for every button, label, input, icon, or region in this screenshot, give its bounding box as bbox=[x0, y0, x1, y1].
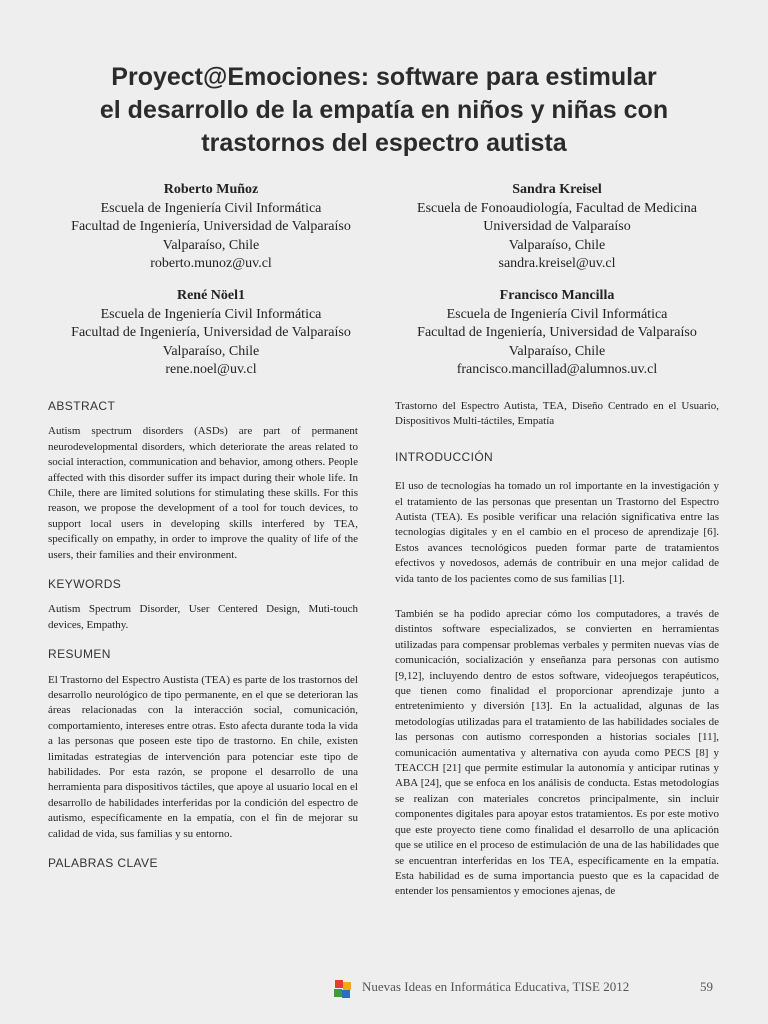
author-location: Valparaíso, Chile bbox=[508, 343, 606, 359]
author-name: Roberto Muñoz bbox=[163, 182, 259, 197]
author-card bbox=[394, 287, 720, 380]
author-location: Valparaíso, Chile bbox=[508, 237, 606, 253]
author-card bbox=[48, 287, 374, 380]
author-block bbox=[48, 181, 720, 393]
right-column bbox=[395, 399, 719, 920]
intro-paragraph: También se ha podido apreciar cómo los computadores, a través de distintos software especializados, se convierten en herramientas utilizadas para compensar problemas verbales y permiten nuevas vías de comunicación, socialización y enseñanza para personas con autismo [9,12], incluyendo dentro de estos software, videojuegos terapéuticos, que tienen como finalidad el proporcionar aprendizaje junto a entretenimiento y diversión [13]. En la actualidad, algunas de las metodologías utilizadas para el tratamiento de las habilidades sociales de las personas con autismo corresponden a historias sociales [11], comunicación aumentativa y alternativa con ayuda como PECS [8] y TEACCH [21] que permite estimular la autonomía y anticipar rutinas y ABA [24], que se enfoca en los análisis de conducta. Estas metodologías se realizan con materiales concretos principalmente, sin incluir componentes digitales para apoyar estos tratamientos. Es por este motivo que este proyecto tiene como finalidad el desarrollo de una aplicación que se utilice en el proceso de estimulación de una de las habilidades que se encuentran interferidas en los TEA, específicamente en la empatía. Esta habilidad es de suma importancia puesto que es la capacidad de entender los pensamientos y emociones ajenas, de bbox=[395, 608, 719, 898]
paper-title bbox=[48, 0, 720, 160]
introduccion-heading: INTRODUCCIÓN bbox=[395, 449, 494, 464]
author-email: roberto.munoz@uv.cl bbox=[150, 256, 272, 272]
palabras-clave-heading: PALABRAS CLAVE bbox=[48, 856, 158, 871]
keywords-text: Autism Spectrum Disorder, User Centered Design, Muti-touch devices, Empathy. bbox=[48, 603, 358, 631]
author-email: rene.noel@uv.cl bbox=[165, 362, 257, 378]
author-affiliation: Facultad de Ingeniería, Universidad de Valparaíso bbox=[417, 325, 697, 341]
resumen-text: El Trastorno del Espectro Austista (TEA) es parte de los trastornos del desarrollo neurológico de tipo permanente, en el que se deterioran las áreas relacionadas con la interacción social, comunicación, comportamiento, intereses entre otras. Esto afecta durante toda la vida a las personas que poseen este tipo de trastorno. En chile, existen limitadas estrategias de intervención para potenciar este tipo de habilidades. Por esta razón, se propone el desarrollo de una herramienta para dispositivos táctiles, que apoye al usuario local en el desarrollo de habilidades interferidas por la condición del espectro de autismo, específicamente en la empatía, con el fin de mejorar su calidad de vida, sus familias y su entorno. bbox=[48, 673, 358, 840]
author-email: francisco.mancillad@alumnos.uv.cl bbox=[456, 362, 658, 378]
page-number: 59 bbox=[700, 979, 713, 994]
author-affiliation: Escuela de Ingeniería Civil Informática bbox=[446, 306, 668, 322]
author-affiliation: Facultad de Ingeniería, Universidad de Valparaíso bbox=[71, 325, 351, 341]
page-footer bbox=[0, 976, 768, 1000]
title-line: Proyect@Emociones: software para estimular bbox=[111, 63, 657, 91]
author-card bbox=[48, 181, 374, 274]
author-location: Valparaíso, Chile bbox=[162, 343, 260, 359]
colored-cubes-logo-icon bbox=[333, 979, 353, 999]
author-affiliation: Universidad de Valparaíso bbox=[483, 219, 631, 235]
author-card bbox=[394, 181, 720, 274]
title-line: el desarrollo de la empatía en niños y niñas con bbox=[99, 96, 669, 124]
body-columns bbox=[48, 399, 720, 920]
abstract-heading: ABSTRACT bbox=[48, 398, 116, 413]
author-name: Francisco Mancilla bbox=[499, 287, 615, 303]
journal-name: Nuevas Ideas en Informática Educativa, TISE 2012 bbox=[362, 979, 630, 994]
author-affiliation: Facultad de Ingeniería, Universidad de Valparaíso bbox=[71, 219, 351, 235]
author-name: Sandra Kreisel bbox=[512, 182, 602, 197]
author-name: René Nöel1 bbox=[176, 287, 246, 303]
abstract-text: Autism spectrum disorders (ASDs) are part of permanent neurodevelopmental disorders, which deteriorate the areas related to social interaction, communication and behavior, among others. People affected with this disorder suffer its impact during their whole life. In Chile, there are limited solutions for stimulating these skills. For this reason, we propose the development of a tool for touch devices, to support local users in developing skills interfered by TEA, specifically on empathy, in order to improve the quality of life of the users, their families and their environment. bbox=[48, 425, 358, 561]
palabras-clave-text: Trastorno del Espectro Autista, TEA, Diseño Centrado en el Usuario, Dispositivos Multi-táctiles, Empatía bbox=[395, 399, 719, 428]
left-column bbox=[48, 399, 358, 920]
author-affiliation: Escuela de Ingeniería Civil Informática bbox=[100, 200, 322, 216]
keywords-heading: KEYWORDS bbox=[48, 577, 122, 591]
resumen-heading: RESUMEN bbox=[48, 647, 111, 662]
intro-paragraph: El uso de tecnologías ha tomado un rol importante en la investigación y el tratamiento de las personas que presentan un Trastorno del Espectro Autista (TEA). Es posible verificar una relación significativa entre las tecnologías digitales y en el cambio en el proceso de aprendizaje [6]. Estos avances tecnológicos pueden formar parte de tratamientos efectivos y novedosos, además de contribuir en una mejor calidad de vida tanto de los pacientes como de sus familias [1]. bbox=[395, 480, 719, 585]
author-affiliation: Escuela de Ingeniería Civil Informática bbox=[100, 306, 322, 322]
author-affiliation: Escuela de Fonoaudiología, Facultad de Medicina bbox=[417, 200, 697, 216]
title-line: trastornos del espectro autista bbox=[201, 129, 567, 157]
author-email: sandra.kreisel@uv.cl bbox=[498, 256, 616, 272]
author-location: Valparaíso, Chile bbox=[162, 237, 260, 253]
